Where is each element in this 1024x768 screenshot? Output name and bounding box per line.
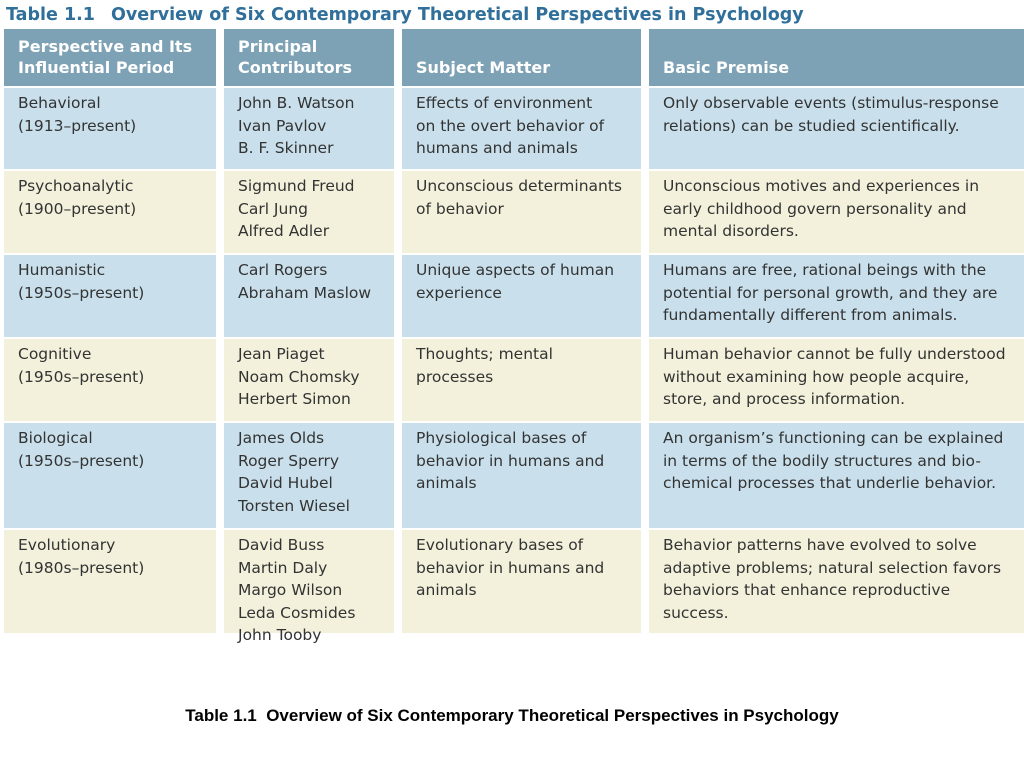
cell-line: Margo Wilson <box>238 581 343 599</box>
cell-line: fundamentally different from animals. <box>663 306 958 324</box>
table-cell-premise <box>649 171 1024 253</box>
cell-line: humans and animals <box>416 139 578 157</box>
cell-line: of behavior <box>416 199 504 218</box>
table-heading <box>6 2 1016 28</box>
cell-line: potential for personal growth, and they are <box>663 283 998 302</box>
table-title: Overview of Six Contemporary Theoretical Perspectives in Psychology <box>110 5 804 25</box>
cell-line: behaviors that enhance reproductive <box>663 581 951 599</box>
cell-line: James Olds <box>238 429 325 447</box>
cell-line: on the overt behavior of <box>416 116 605 135</box>
table-cell-subject <box>402 530 641 633</box>
perspectives-table <box>4 29 1024 651</box>
cell-line: John B. Watson <box>238 94 355 112</box>
header-line: Influential Period <box>18 58 175 77</box>
table-cell-premise <box>649 530 1024 633</box>
cell-line: Abraham Maslow <box>238 283 372 302</box>
header-line: Subject Matter <box>416 58 551 77</box>
cell-line: Only observable events (stimulus-response <box>663 94 999 112</box>
cell-line: (1950s–present) <box>18 283 145 302</box>
table-cell-contributors <box>224 423 394 528</box>
cell-line: Carl Rogers <box>238 261 328 279</box>
cell-line: Behavioral <box>18 94 101 112</box>
cell-line: processes <box>416 367 494 386</box>
cell-line: Leda Cosmides <box>238 603 356 622</box>
table-cell-perspective <box>4 171 216 253</box>
cell-line: animals <box>416 474 477 492</box>
header-subject-matter <box>402 29 641 86</box>
cell-line: animals <box>416 581 477 599</box>
cell-line: Torsten Wiesel <box>238 496 350 515</box>
cell-line: early childhood govern personality and <box>663 199 967 218</box>
cell-line: Cognitive <box>18 345 92 363</box>
cell-line: David Buss <box>238 536 325 554</box>
cell-line: (1980s–present) <box>18 558 145 577</box>
table-cell-perspective <box>4 88 216 169</box>
cell-line: Unique aspects of human <box>416 261 615 279</box>
cell-line: in terms of the bodily structures and bio- <box>663 451 981 470</box>
header-line: Principal <box>238 37 318 56</box>
header-line: Perspective and Its <box>18 37 193 56</box>
cell-line: Humanistic <box>18 261 106 279</box>
cell-line: Jean Piaget <box>238 345 325 363</box>
cell-line: Behavior patterns have evolved to solve <box>663 536 977 554</box>
cell-line: (1913–present) <box>18 116 137 135</box>
cell-line: Herbert Simon <box>238 390 351 408</box>
cell-line: Evolutionary <box>18 536 116 554</box>
cell-line: B. F. Skinner <box>238 139 334 157</box>
cell-line: (1950s–present) <box>18 451 145 470</box>
cell-line: Effects of environment <box>416 94 593 112</box>
cell-line: Human behavior cannot be fully understood <box>663 345 1006 363</box>
cell-line: (1900–present) <box>18 199 137 218</box>
cell-line: Unconscious motives and experiences in <box>663 177 980 195</box>
table-cell-contributors <box>224 255 394 337</box>
table-cell-contributors <box>224 171 394 253</box>
cell-line: Noam Chomsky <box>238 367 360 386</box>
cell-line: Evolutionary bases of <box>416 536 584 554</box>
table-cell-subject <box>402 255 641 337</box>
cell-line: (1950s–present) <box>18 367 145 386</box>
header-perspective <box>4 29 216 86</box>
cell-line: Thoughts; mental <box>416 345 553 363</box>
cell-line: Physiological bases of <box>416 429 587 447</box>
figure-caption: Table 1.1 Overview of Six Contemporary Theoretical Perspectives in Psychology <box>185 706 839 725</box>
table-cell-subject <box>402 339 641 421</box>
cell-line: John Tooby <box>238 626 322 644</box>
cell-line: behavior in humans and <box>416 451 605 470</box>
cell-line: relations) can be studied scientifically. <box>663 116 960 135</box>
table-number: Table 1.1 <box>6 5 95 25</box>
cell-line: success. <box>663 603 729 622</box>
cell-line: store, and process information. <box>663 390 906 408</box>
header-contributors <box>224 29 394 86</box>
cell-line: Carl Jung <box>238 199 308 218</box>
table-cell-perspective <box>4 339 216 421</box>
header-line: Contributors <box>238 58 353 77</box>
cell-line: An organism’s functioning can be explained <box>663 429 1004 447</box>
cell-line: Ivan Pavlov <box>238 116 327 135</box>
table-cell-perspective <box>4 530 216 633</box>
table-cell-perspective <box>4 423 216 528</box>
cell-line: behavior in humans and <box>416 558 605 577</box>
cell-line: Biological <box>18 429 93 447</box>
table-cell-subject <box>402 171 641 253</box>
cell-line: Humans are free, rational beings with the <box>663 261 987 279</box>
cell-line: David Hubel <box>238 474 333 492</box>
table-cell-subject <box>402 423 641 528</box>
cell-line: Roger Sperry <box>238 451 340 470</box>
cell-line: experience <box>416 283 502 302</box>
table-cell-perspective <box>4 255 216 337</box>
table-cell-premise <box>649 339 1024 421</box>
table-cell-contributors <box>224 339 394 421</box>
table-cell-subject <box>402 88 641 169</box>
cell-line: Alfred Adler <box>238 222 330 240</box>
cell-line: Sigmund Freud <box>238 177 355 195</box>
cell-line: mental disorders. <box>663 222 799 240</box>
cell-line: Martin Daly <box>238 558 328 577</box>
header-basic-premise <box>649 29 1024 86</box>
table-cell-premise <box>649 423 1024 528</box>
cell-line: Psychoanalytic <box>18 177 134 195</box>
table-cell-contributors <box>224 530 394 644</box>
cell-line: without examining how people acquire, <box>663 367 970 386</box>
cell-line: adaptive problems; natural selection favors <box>663 558 1002 577</box>
table-cell-premise <box>649 255 1024 337</box>
cell-line: Unconscious determinants <box>416 177 623 195</box>
table-cell-contributors <box>224 88 394 169</box>
table-cell-premise <box>649 88 1024 169</box>
header-line: Basic Premise <box>663 58 790 77</box>
cell-line: chemical processes that underlie behavior. <box>663 474 997 492</box>
